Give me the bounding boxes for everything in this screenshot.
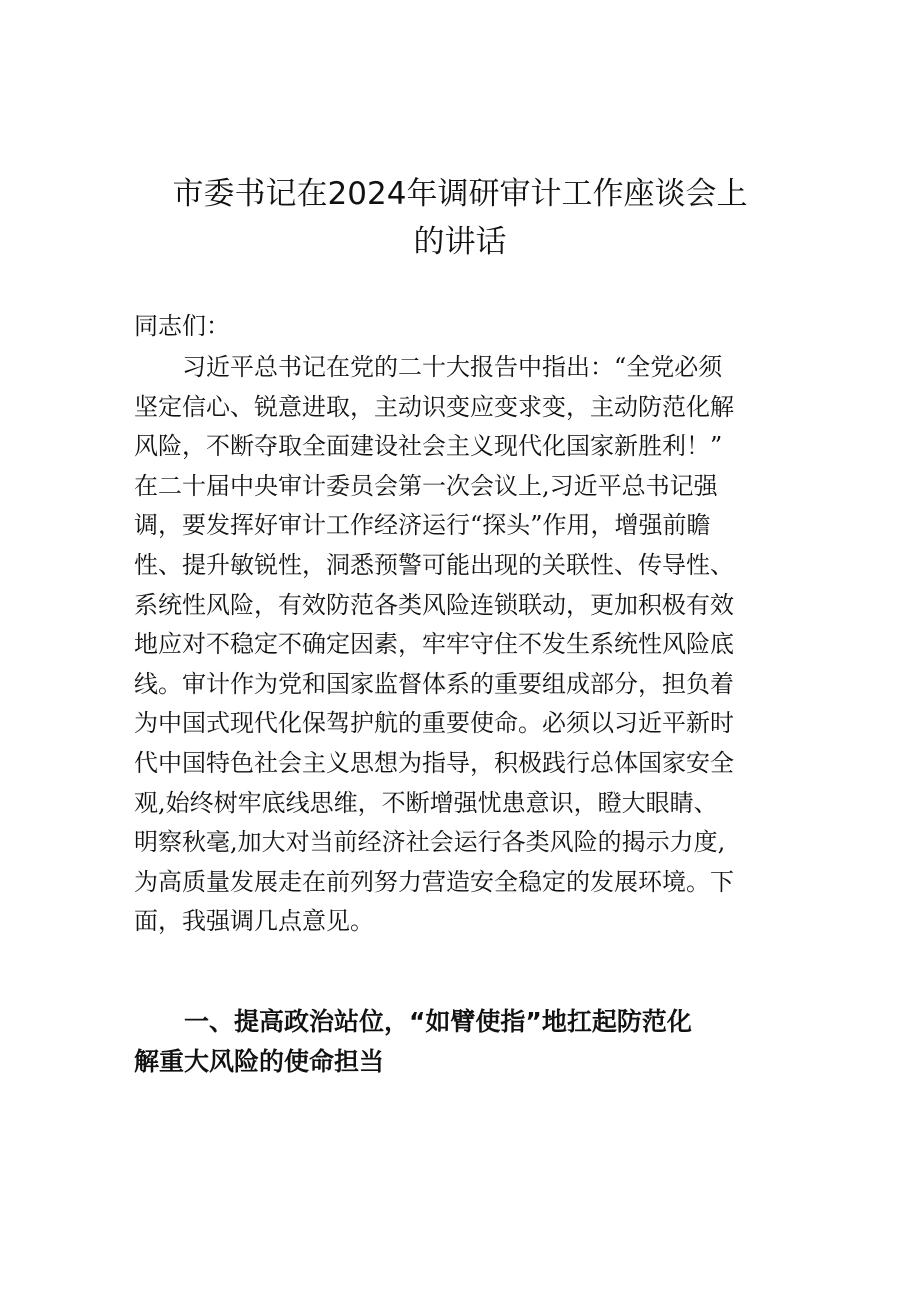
paragraph-line: 性、提升敏锐性，洞悉预警可能出现的关联性、传导性、 xyxy=(134,550,734,579)
title-line-1: 市委书记在2024年调研审计工作座谈会上 xyxy=(172,176,748,212)
paragraph-line: 风险，不断夺取全面建设社会主义现代化国家新胜利！” xyxy=(134,432,723,461)
paragraph-line: 系统性风险，有效防范各类风险连锁联动，更加积极有效 xyxy=(134,590,734,619)
paragraph-line: 调，要发挥好审计工作经济运行“探头”作用，增强前瞻 xyxy=(134,511,711,540)
document-title xyxy=(130,170,790,266)
section-heading-line: 一、提高政治站位，“如臂使指”地扛起防范化 xyxy=(134,1007,692,1036)
body-paragraph xyxy=(134,348,814,942)
title-line-2: 的讲话 xyxy=(413,224,507,260)
paragraph-line: 为中国式现代化保驾护航的重要使命。必须以习近平新时 xyxy=(134,709,734,738)
section-heading-1 xyxy=(134,1002,814,1082)
paragraph-line: 观,始终树牢底线思维，不断增强忧患意识，瞪大眼睛、 xyxy=(134,788,718,817)
paragraph-line: 在二十届中央审计委员会第一次会议上,习近平总书记强 xyxy=(134,471,718,500)
salutation: 同志们： xyxy=(134,312,230,340)
paragraph-line: 坚定信心、锐意进取，主动识变应变求变，主动防范化解 xyxy=(134,392,734,421)
paragraph-line: 线。审计作为党和国家监督体系的重要组成部分，担负着 xyxy=(134,669,734,698)
paragraph-line: 习近平总书记在党的二十大报告中指出：“全党必须 xyxy=(134,353,723,381)
paragraph-line: 地应对不稳定不确定因素，牢牢守住不发生系统性风险底 xyxy=(134,630,734,659)
paragraph-line: 代中国特色社会主义思想为指导，积极践行总体国家安全 xyxy=(134,748,734,777)
paragraph-line: 面，我强调几点意见。 xyxy=(134,907,374,936)
section-heading-line: 解重大风险的使命担当 xyxy=(134,1047,385,1076)
paragraph-line: 为高质量发展走在前列努力营造安全稳定的发展环境。下 xyxy=(134,867,734,896)
paragraph-line: 明察秋毫,加大对当前经济社会运行各类风险的揭示力度, xyxy=(134,828,726,857)
